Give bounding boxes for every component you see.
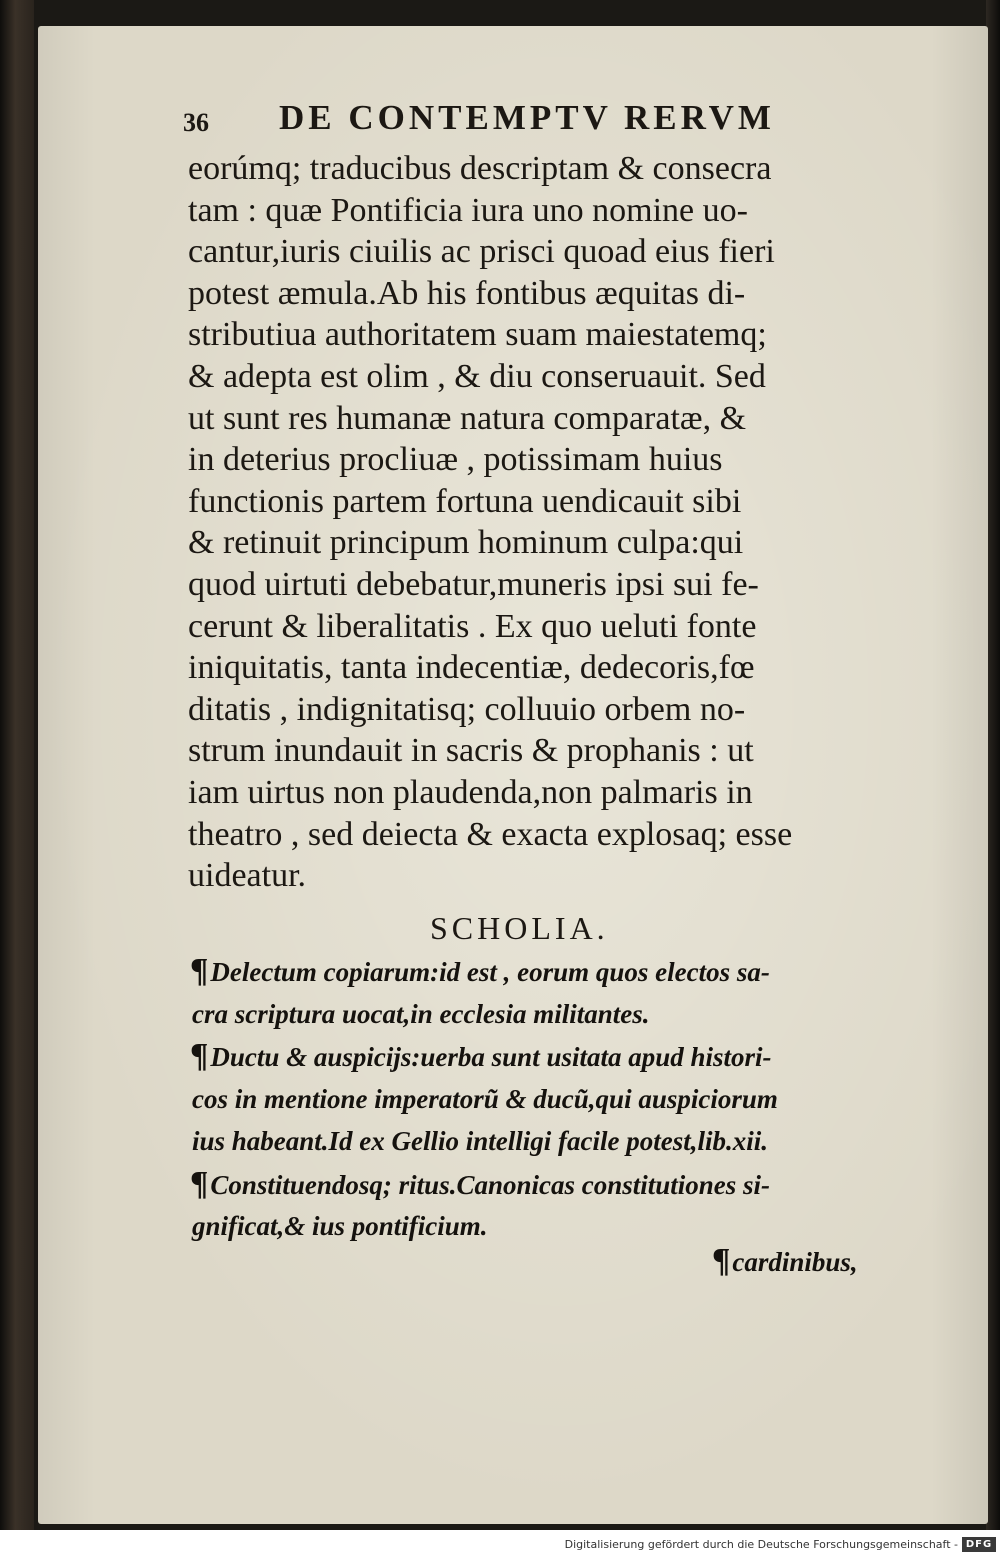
text-line: & retinuit principum hominum culpa:qui — [188, 524, 744, 562]
pilcrow-icon: ¶ — [712, 1242, 731, 1279]
running-head — [183, 98, 903, 148]
note-line — [190, 1163, 935, 1206]
note-text: cos in mentione imperatorũ & ducũ,qui auspiciorum — [192, 1083, 778, 1114]
dfg-logo: DFG — [962, 1537, 996, 1552]
text-line: iam uirtus non plaudenda,non palmaris in — [188, 773, 753, 811]
note-text: gnificat,& ius pontificium. — [192, 1211, 488, 1241]
text-line: stributiua authoritatem suam maiestatemq; — [188, 316, 767, 354]
text-line: iniquitatis, tanta indecentiæ, dedecoris,fœ — [188, 649, 755, 687]
book-edge-left — [0, 0, 34, 1530]
text-line: uideatur. — [188, 857, 307, 895]
scholia-heading: SCHOLIA. — [430, 910, 609, 946]
main-text-block — [188, 148, 923, 897]
note-line — [190, 1120, 935, 1163]
catchword-text: cardinibus, — [732, 1247, 858, 1277]
text-line: theatro , sed deiecta & exacta explosaq; esse — [188, 815, 793, 853]
pilcrow-icon: ¶ — [190, 1037, 209, 1074]
catchword — [712, 1242, 858, 1280]
page-number: 36 — [183, 108, 209, 137]
note-line — [190, 950, 935, 993]
text-line: strum inundauit in sacris & prophanis : ut — [188, 732, 754, 770]
note-text: Ductu & auspicijs:uerba sunt usitata apud histori- — [210, 1042, 772, 1072]
note-text: Delectum copiarum:id est , eorum quos electos sa- — [210, 957, 770, 987]
footer-bar — [0, 1530, 1000, 1559]
text-line: potest æmula.Ab his fontibus æquitas di- — [188, 274, 746, 312]
text-line: cantur,iuris ciuilis ac prisci quoad eius fieri — [188, 233, 775, 271]
funding-credit: Digitalisierung gefördert durch die Deutsche Forschungsgemeinschaft - — [564, 1538, 958, 1551]
pilcrow-icon: ¶ — [190, 952, 209, 989]
note-text: cra scriptura uocat,in ecclesia militantes. — [192, 998, 650, 1029]
text-line: ut sunt res humanæ natura comparatæ, & — [188, 399, 747, 437]
note-text: Constituendosq; ritus.Canonicas constitutiones si- — [210, 1169, 771, 1200]
note-line — [190, 993, 935, 1036]
book-edge-right — [986, 0, 1000, 1530]
text-line: quod uirtuti debebatur,muneris ipsi sui fe- — [188, 565, 759, 603]
running-title: DE CONTEMPTV RERVM — [279, 98, 775, 137]
text-line: tam : quæ Pontificia iura uno nomine uo- — [188, 191, 748, 229]
text-line: functionis partem fortuna uendicauit sibi — [188, 482, 742, 520]
note-text: ius habeant.Id ex Gellio intelligi facile potest,lib.xii. — [192, 1126, 768, 1156]
text-line: eorúmq; traducibus descriptam & consecra — [188, 150, 772, 187]
pilcrow-icon: ¶ — [190, 1164, 209, 1202]
note-line — [190, 1035, 935, 1078]
text-line: in deterius procliuæ , potissimam huius — [188, 441, 723, 479]
text-line: cerunt & liberalitatis . Ex quo ueluti fonte — [188, 607, 757, 645]
note-line — [190, 1078, 935, 1121]
text-line: ditatis , indignitatisq; colluuio orbem no- — [188, 690, 746, 728]
text-line: & adepta est olim , & diu conseruauit. Sed — [188, 357, 766, 395]
scholia-notes — [190, 950, 935, 1248]
